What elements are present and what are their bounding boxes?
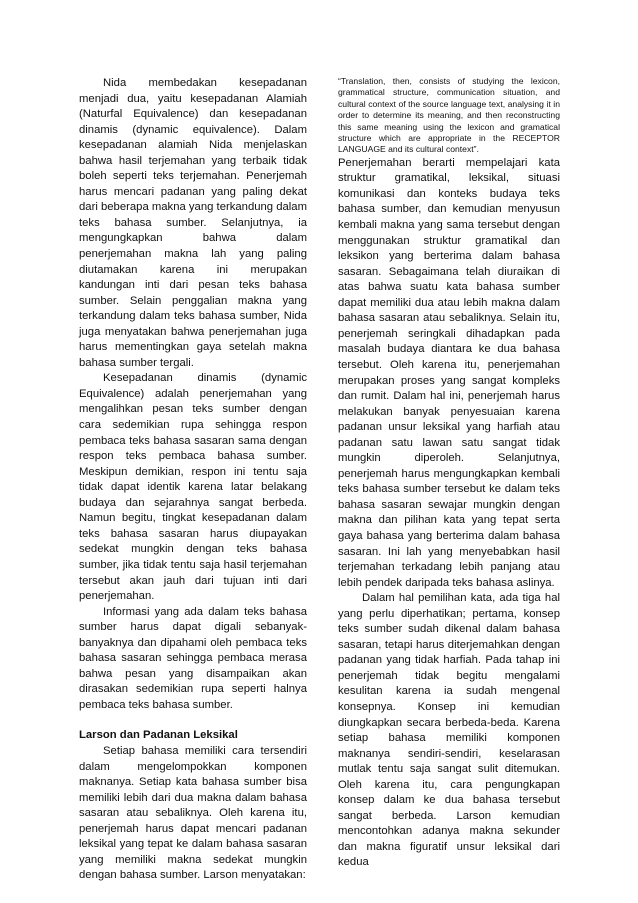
paragraph-word-choice: Dalam hal pemilihan kata, ada tiga hal yang perlu diperhatikan; pertama, konsep teks sumber sudah dikenal dalam bahasa sasaran, tetapi harus diterjemahkan dengan padanan yang tidak harfiah. Pada tahap ini penerjemah tidak begitu mengalami kesulitan karena ia sudah mengenal konsepnya. Konsep ini kemudian diungkapkan secara berbeda-beda. Karena setiap bahasa memiliki komponen maknanya sendiri-sendiri, keselarasan mutlak tentu saja sangat sulit ditemukan. Oleh karena itu, cara pengungkapan konsep dalam ke dua bahasa tersebut sangat berbeda. Larson kemudian mencontohkan adanya makna sekunder dan makna figuratif unsur leksikal dari kedua bbox=[338, 592, 560, 869]
paragraph-information: Informasi yang ada dalam teks bahasa sumber harus dapat digali sebanyak-banyaknya dan dipahami oleh pembaca teks bahasa sasaran sehingga pembaca merasa bahwa pesan yang disampaikan akan dirasakan sedemikian rupa seperti halnya pembaca teks bahasa sumber. bbox=[79, 605, 307, 711]
paragraph-nida-equivalence: Nida membedakan kesepadanan menjadi dua, yaitu kesepadanan Alamiah (Naturfal Equivalence) dan kesepadanan dinamis (dynamic equivalence). Dalam kesepadanan alamiah Nida menjelaskan bahwa hasil terjemahan yang terbaik tidak boleh seperti teks terjemahan. Penerjemah harus mencari padanan yang paling dekat dari beberapa makna yang terkandung dalam teks bahasa sumber. Selanjutnya, ia mengungkapkan bahwa dalam penerjemahan makna lah yang paling diutamakan karena ini merupakan kandungan inti dari pesan teks bahasa sumber. Selain penggalian makna yang terkandung dalam teks bahasa sumber, Nida juga menyatakan bahwa penerjemahan juga harus mementingkan gaya setelah makna bahasa sumber tergali. bbox=[79, 77, 307, 369]
block-quote: “Translation, then, consists of studying the lexicon, grammatical structure, communication situation, and cultural context of the source language text, analysing it in order to determine its meaning, and then reconstructing this same meaning using the lexicon and gramatical structure which are appropriate in the RECEPTOR LANGUAGE and its cultural context”. bbox=[338, 76, 560, 155]
left-column bbox=[79, 76, 307, 884]
section-heading: Larson dan Padanan Leksikal bbox=[79, 729, 238, 742]
paragraph-translation-meaning: Penerjemahan berarti mempelajari kata struktur gramatikal, leksikal, situasi komunikasi dan konteks budaya teks bahasa sumber, dan kemudian menyusun kembali makna yang sama tersebut dengan menggunakan struktur gramatikal dan leksikon yang berterima dalam bahasa sasaran. Sebagaimana telah diuraikan di atas bahwa suatu kata bahasa sumber dapat memiliki dua atau lebih makna dalam bahasa sasaran atau sebaliknya. Selain itu, penerjemah seringkali dihadapkan pada masalah budaya diantara ke dua bahasa tersebut. Oleh karena itu, penerjemahan merupakan proses yang sangat kompleks dan rumit. Dalam hal ini, penerjemah harus melakukan banyak penyesuaian karena padanan unsur leksikal yang harfiah atau padanan satu lawan satu sangat tidak mungkin diperoleh. Selanjutnya, penerjemah harus mengungkapkan kembali teks bahasa sumber tersebut ke dalam teks bahasa sasaran sewajar mungkin dengan makna dan pilihan kata yang tepat serta gaya bahasa yang berterima dalam bahasa sasaran. Ini lah yang menyebabkan hasil terjemahan terkadang lebih panjang atau lebih pendek daripada teks bahasa aslinya. bbox=[338, 156, 560, 589]
paragraph-larson: Setiap bahasa memiliki cara tersendiri dalam mengelompokkan komponen maknanya. Setiap kata bahasa sumber bisa memiliki lebih dari dua makna dalam bahasa sasaran atau sebaliknya. Oleh karena itu, penerjemah harus dapat mencari padanan leksikal yang tepat ke dalam bahasa sasaran yang memiliki makna sedekat mungkin dengan bahasa sumber. Larson menyatakan: bbox=[79, 744, 307, 882]
right-column bbox=[338, 76, 560, 871]
paragraph-dynamic-equivalence: Kesepadanan dinamis (dynamic Equivalence) adalah penerjemahan yang mengalihkan pesan teks sumber dengan cara sedemikian rupa sehingga respon pembaca teks bahasa sasaran sama dengan respon teks pembaca bahasa sumber. Meskipun demikian, respon ini tentu saja tidak dapat identik karena latar belakang budaya dan sejarahnya sangat berbeda. Namun begitu, tingkat kesepadanan dalam teks bahasa sasaran harus diupayakan sedekat mungkin dengan teks bahasa sumber, jika tidak tentu saja hasil terjemahan tersebut akan jauh dari tujuan inti dari penerjemahan. bbox=[79, 372, 307, 603]
